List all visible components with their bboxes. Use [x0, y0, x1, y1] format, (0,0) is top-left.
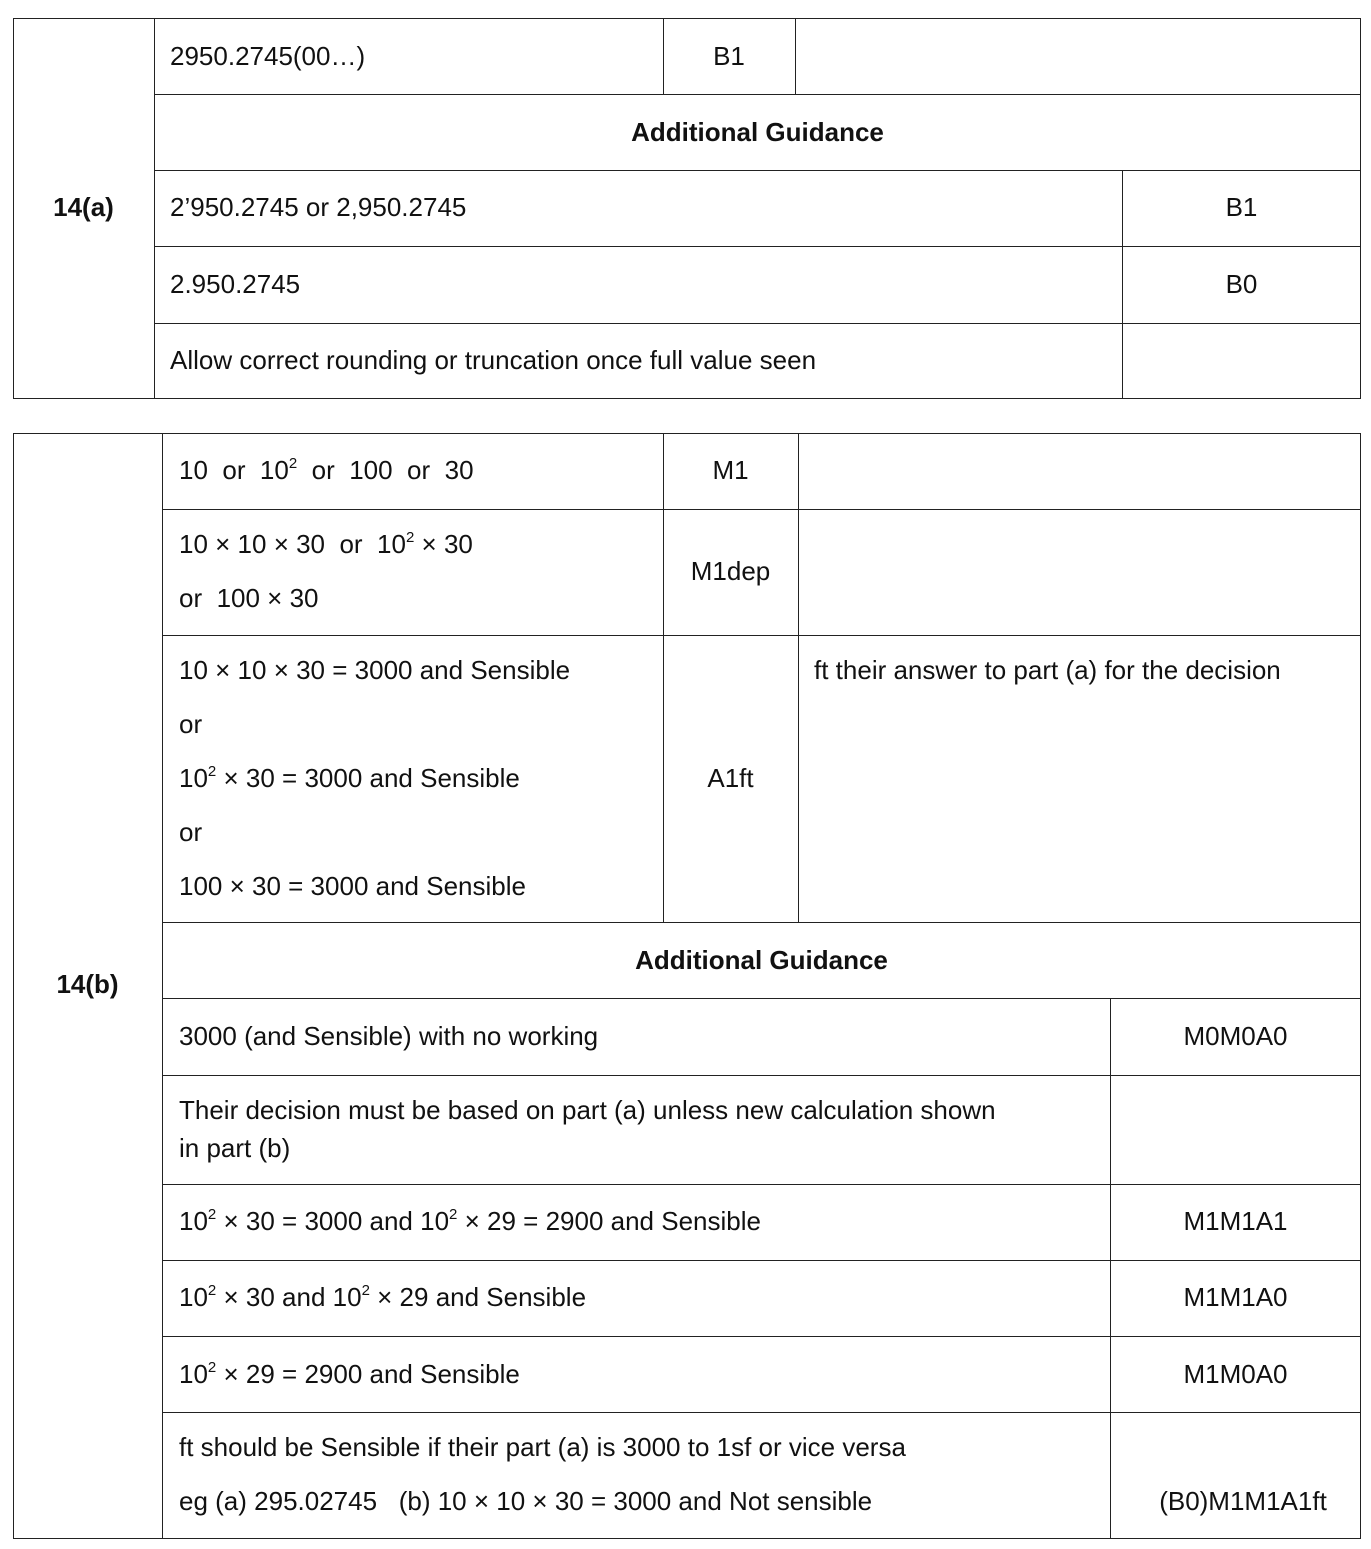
- method-comment: ft their answer to part (a) for the decision: [814, 655, 1281, 685]
- guidance-text: [179, 1359, 520, 1389]
- divider: [162, 635, 1361, 636]
- answer-text: 2950.2745(00…): [170, 41, 366, 71]
- guidance-text: ft should be Sensible if their part (a) is 3000 to 1sf or vice versa: [179, 1432, 906, 1462]
- method-text-part: 10 or 10: [179, 455, 289, 485]
- guidance-mark: B0: [1225, 269, 1258, 299]
- guidance-text: in part (b): [179, 1133, 291, 1163]
- guidance-text-part: 10: [179, 1359, 208, 1389]
- divider: [795, 18, 796, 94]
- method-mark: A1ft: [707, 763, 754, 793]
- method-text-part: × 30: [414, 529, 473, 559]
- guidance-heading: Additional Guidance: [631, 117, 884, 147]
- guidance-text: 2.950.2745: [170, 269, 301, 299]
- divider: [162, 922, 1361, 923]
- method-text: [179, 455, 474, 485]
- guidance-mark: M1M1A0: [1183, 1282, 1288, 1312]
- superscript: 2: [361, 1282, 370, 1299]
- guidance-text: [179, 1206, 761, 1236]
- divider: [154, 94, 1361, 95]
- guidance-text-part: 10: [179, 1206, 208, 1236]
- method-text: [179, 763, 520, 793]
- guidance-text-part: 10: [179, 1282, 208, 1312]
- divider: [154, 323, 1361, 324]
- guidance-text: 3000 (and Sensible) with no working: [179, 1021, 599, 1051]
- guidance-text: 2’950.2745 or 2,950.2745: [170, 192, 467, 222]
- guidance-mark: (B0)M1M1A1ft: [1159, 1486, 1327, 1516]
- superscript: 2: [449, 1206, 458, 1223]
- divider: [663, 433, 664, 922]
- divider: [1110, 998, 1111, 1539]
- guidance-text-part: × 29 = 2900 and Sensible: [216, 1359, 520, 1389]
- divider: [162, 1184, 1361, 1185]
- guidance-mark: M1M1A1: [1183, 1206, 1288, 1236]
- divider: [798, 433, 799, 922]
- superscript: 2: [405, 529, 415, 546]
- divider: [154, 18, 155, 399]
- divider: [154, 246, 1361, 247]
- method-text: or 100 × 30: [179, 583, 319, 613]
- guidance-text-part: × 30 = 3000 and 10: [216, 1206, 450, 1236]
- method-text: or: [179, 817, 203, 847]
- divider: [162, 998, 1361, 999]
- superscript: 2: [288, 455, 298, 472]
- divider: [162, 1412, 1361, 1413]
- method-mark: M1dep: [690, 556, 771, 586]
- divider: [162, 1336, 1361, 1337]
- guidance-text-part: × 29 and Sensible: [369, 1282, 587, 1312]
- superscript: 2: [207, 763, 217, 780]
- divider: [162, 509, 1361, 510]
- guidance-text: Allow correct rounding or truncation once full value seen: [170, 345, 817, 375]
- divider: [154, 170, 1361, 171]
- guidance-mark: B1: [1225, 192, 1258, 222]
- superscript: 2: [207, 1359, 217, 1376]
- guidance-text: Their decision must be based on part (a) unless new calculation shown: [179, 1095, 996, 1125]
- guidance-mark: M0M0A0: [1183, 1021, 1288, 1051]
- method-text: 100 × 30 = 3000 and Sensible: [179, 871, 526, 901]
- guidance-text: [179, 1282, 586, 1312]
- question-number: 14(b): [56, 969, 119, 999]
- guidance-mark: M1M0A0: [1183, 1359, 1288, 1389]
- method-text: or: [179, 709, 203, 739]
- divider: [162, 1260, 1361, 1261]
- superscript: 2: [207, 1282, 217, 1299]
- divider: [162, 433, 163, 1539]
- method-text-part: × 30 = 3000 and Sensible: [216, 763, 520, 793]
- method-mark: M1: [712, 455, 749, 485]
- answer-mark: B1: [713, 41, 745, 71]
- guidance-text-part: × 30 and 10: [216, 1282, 362, 1312]
- divider: [162, 1075, 1361, 1076]
- method-text-part: 10: [179, 763, 208, 793]
- question-number: 14(a): [53, 192, 114, 222]
- method-text: [179, 529, 473, 559]
- guidance-heading: Additional Guidance: [635, 945, 888, 975]
- guidance-text-part: × 29 = 2900 and Sensible: [457, 1206, 761, 1236]
- guidance-text: eg (a) 295.02745 (b) 10 × 10 × 30 = 3000 and Not sensible: [179, 1486, 873, 1516]
- method-text-part: 10 × 10 × 30 or 10: [179, 529, 406, 559]
- method-text-part: or 100 or 30: [297, 455, 474, 485]
- superscript: 2: [207, 1206, 217, 1223]
- method-text: 10 × 10 × 30 = 3000 and Sensible: [179, 655, 571, 685]
